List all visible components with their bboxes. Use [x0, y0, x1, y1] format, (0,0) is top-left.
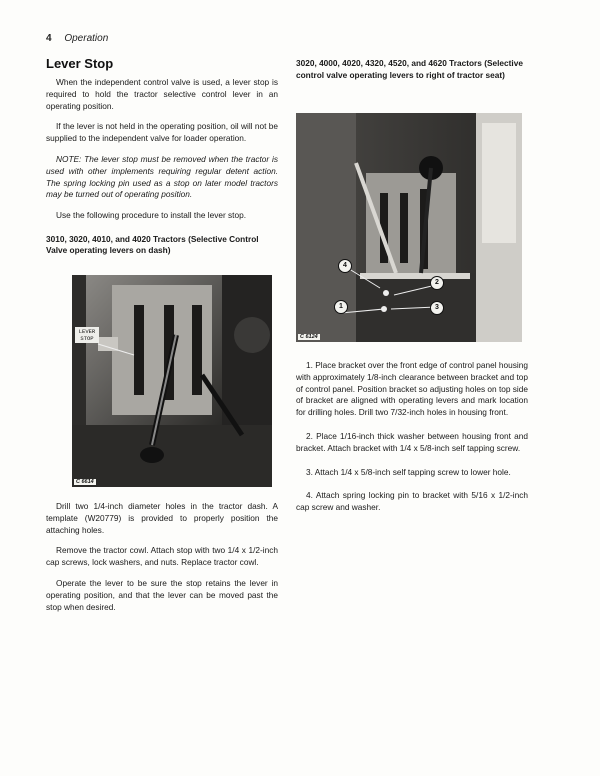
- drill-paragraph: Drill two 1/4-inch diameter holes in the tractor dash. A template (W20779) is provided to properly position the attaching holes.: [46, 500, 278, 535]
- page-number: 4: [46, 33, 52, 44]
- seat-lever-illustration: [296, 113, 522, 342]
- step-4: 4. Attach spring locking pin to bracket with 5/16 x 1/2-inch cap screw and washer.: [296, 490, 528, 513]
- lever-stop-label: LEVER STOP: [75, 327, 99, 343]
- intro-paragraph: When the independent control valve is used, a lever stop is required to hold the tractor selective control lever in an operating position.: [46, 77, 278, 111]
- bracket-photo: [296, 113, 522, 342]
- page-header: [46, 33, 108, 44]
- procedure-paragraph: Use the following procedure to install the lever stop.: [56, 210, 247, 221]
- note-paragraph: NOTE: The lever stop must be removed when the tractor is used with other implements requiring regular detent action. The spring locking pin used as a stop on later model tractors may be turned out of operating position.: [46, 153, 278, 200]
- figure-code-left: C 6614: [76, 478, 94, 485]
- figure-code-right: C 6124: [300, 334, 318, 340]
- callout-3: 3: [430, 301, 444, 315]
- step-3: 3. Attach 1/4 x 5/8-inch self tapping screw to lower hole.: [306, 466, 511, 477]
- step-2: 2. Place 1/16-inch thick washer between housing front and bracket. Attach bracket with 1/4 x 5/8-inch self tapping screw.: [296, 430, 528, 453]
- lever-stop-title: Lever Stop: [46, 56, 114, 71]
- callout-1: 1: [334, 300, 348, 314]
- dash-lever-illustration: [72, 275, 272, 487]
- operate-paragraph: Operate the lever to be sure the stop retains the lever in operating position, and that the lever can be moved past the stop when desired.: [46, 577, 278, 612]
- right-column: [296, 58, 528, 526]
- right-figure-heading: 3020, 4000, 4020, 4320, 4520, and 4620 Tractors (Selective control valve operating levers to right of tractor seat): [296, 58, 523, 80]
- left-column: [46, 56, 278, 622]
- callout-2: 2: [430, 276, 444, 290]
- install-steps: [296, 360, 528, 514]
- cowl-paragraph: Remove the tractor cowl. Attach stop with two 1/4 x 1/2-inch cap screws, lock washers, and nuts. Replace tractor cowl.: [46, 545, 278, 568]
- left-figure-heading: 3010, 3020, 4010, and 4020 Tractors (Selective Control Valve operating levers on dash): [46, 233, 259, 256]
- oil-paragraph: If the lever is not held in the operating position, oil will not be supplied to the independent valve for loader operation.: [46, 121, 278, 144]
- step-1: 1. Place bracket over the front edge of control panel housing with approximately 1/8-inch clearance between bracket and top of control panel. Position bracket so adjusting holes on top side of bracket are aligned with operating levers and mark location for drilling holes. Drill two 7/32-inch holes in housing front.: [296, 360, 528, 418]
- callout-4: 4: [338, 259, 352, 273]
- section-title: Operation: [64, 33, 109, 44]
- lever-stop-photo: [72, 275, 272, 487]
